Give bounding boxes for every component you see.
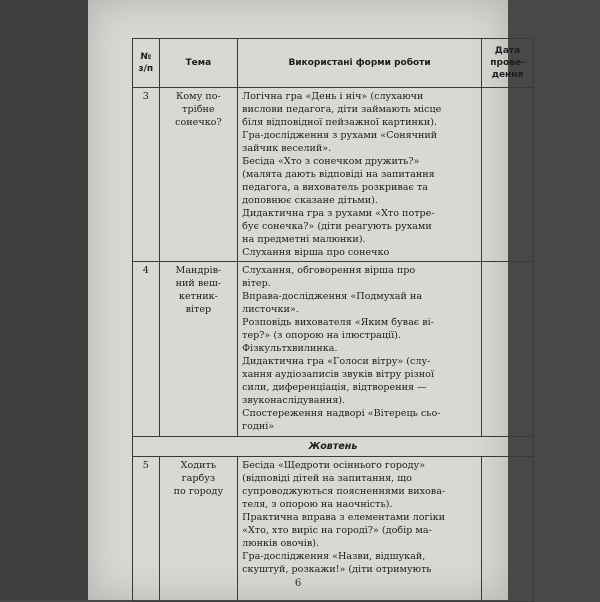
row-topic: Ходить гарбуз по городу xyxy=(159,457,238,602)
forms-line: Гра-дослідження «Назви, відшукай, xyxy=(242,551,426,562)
forms-line: Фізкультхвилинка. xyxy=(242,343,338,354)
forms-line: люнків овочів). xyxy=(242,538,320,549)
forms-line: зайчик веселий». xyxy=(242,143,332,154)
forms-line: (малята дають відповіді на запитання xyxy=(242,169,435,180)
table-header-row xyxy=(133,39,534,88)
row-date xyxy=(481,262,533,437)
forms-line: Бесіда «Щедроти осіннього городу» xyxy=(242,460,426,471)
page-number: 6 xyxy=(294,578,302,589)
forms-line: доповнює сказане дітьми). xyxy=(242,195,378,206)
lesson-plan-table xyxy=(132,38,534,602)
header-topic: Тема xyxy=(159,39,238,88)
book-page xyxy=(88,0,525,600)
row-topic: Кому по- трібне сонечко? xyxy=(159,88,238,262)
row-number: 4 xyxy=(133,262,160,437)
forms-line: тер?» (з опорою на ілюстрації). xyxy=(242,330,401,341)
header-forms: Використані форми роботи xyxy=(238,39,482,88)
forms-line: Дидактична гра з рухами «Хто потре- xyxy=(242,208,435,219)
forms-line: скуштуй, розкажи!» (діти отримують xyxy=(242,564,432,575)
forms-line: Спостереження надворі «Вітерець сьо- xyxy=(242,408,441,419)
header-num: № з/п xyxy=(133,39,160,88)
forms-line: бує сонечка?» (діти реагують рухами xyxy=(242,221,432,232)
forms-line: Слухання, обговорення вірша про xyxy=(242,265,416,276)
forms-line: Вправа-дослідження «Подмухай на xyxy=(242,291,423,302)
row-forms xyxy=(238,262,482,437)
table-row xyxy=(133,262,534,437)
forms-line: листочки». xyxy=(242,304,299,315)
forms-line: сили, диференціація, відтворення — xyxy=(242,382,427,393)
forms-line: Дидактична гра «Голоси вітру» (слу- xyxy=(242,356,431,367)
forms-line: вітер. xyxy=(242,278,271,289)
forms-line: педагога, а вихователь розкриває та xyxy=(242,182,428,193)
month-row xyxy=(133,437,534,457)
table-row xyxy=(133,88,534,262)
forms-line: біля відповідної пейзажної картинки). xyxy=(242,117,438,128)
forms-line: Практична вправа з елементами логіки xyxy=(242,512,445,523)
forms-line: вислови педагога, діти займають місце xyxy=(242,104,442,115)
forms-line: годні» xyxy=(242,421,275,432)
row-number: 5 xyxy=(133,457,160,602)
forms-line: Логічна гра «День і ніч» (слухаючи xyxy=(242,91,424,102)
forms-line: (відповіді дітей на запитання, що xyxy=(242,473,412,484)
header-date: Дата прове- дення xyxy=(481,39,533,88)
forms-line: звуконаслідування). xyxy=(242,395,346,406)
forms-line: Слухання вірша про сонечко xyxy=(242,247,390,258)
row-topic: Мандрів- ний веш- кетник- вітер xyxy=(159,262,238,437)
row-number: 3 xyxy=(133,88,160,262)
forms-line: на предметні малюнки). xyxy=(242,234,366,245)
forms-line: теля, з опорою на наочність). xyxy=(242,499,393,510)
scan-background-left xyxy=(0,0,88,600)
forms-line: «Хто, хто виріс на городі?» (добір ма- xyxy=(242,525,432,536)
forms-line: хання аудіозаписів звуків вітру різної xyxy=(242,369,435,380)
forms-line: супроводжуються поясненнями вихова- xyxy=(242,486,446,497)
row-date xyxy=(481,88,533,262)
month-label: Жовтень xyxy=(133,437,534,457)
forms-line: Гра-дослідження з рухами «Сонячний xyxy=(242,130,438,141)
row-forms xyxy=(238,88,482,262)
forms-line: Розповідь вихователя «Яким буває ві- xyxy=(242,317,434,328)
forms-line: Бесіда «Хто з сонечком дружить?» xyxy=(242,156,420,167)
